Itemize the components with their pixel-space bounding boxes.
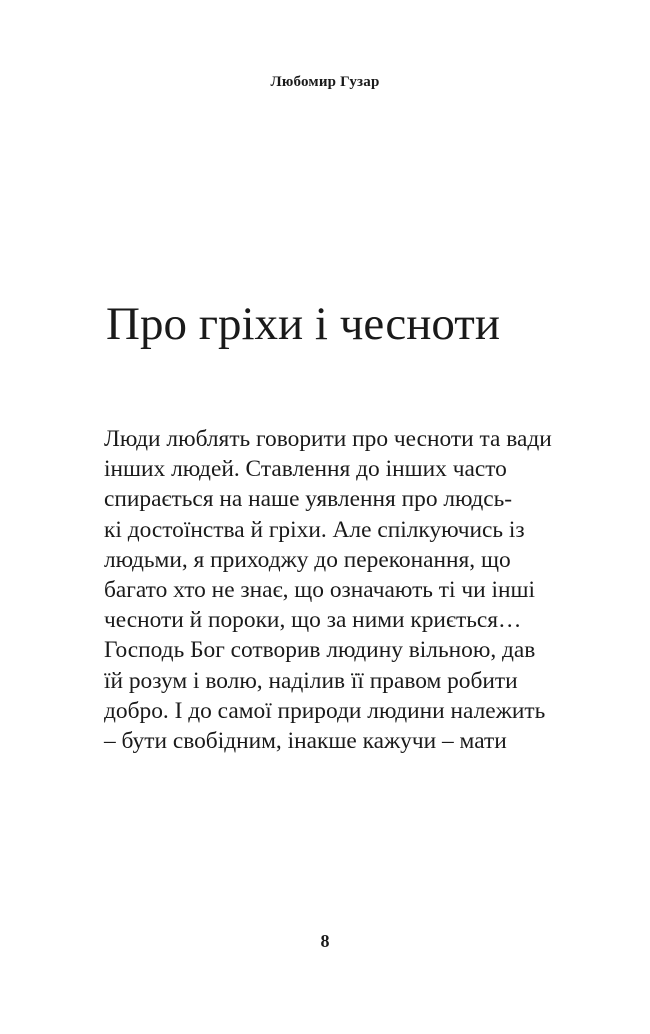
body-line: їй розум і волю, наділив її правом робити — [104, 667, 518, 694]
body-line: Люди люблять говорити про чесноти та вади — [104, 426, 552, 452]
running-head-author: Любомир Гузар — [270, 74, 380, 90]
chapter-title: Про гріхи і чесноти — [106, 298, 500, 350]
body-line: Господь Бог сотворив людину вільною, дав — [104, 637, 536, 664]
body-text — [104, 424, 604, 756]
page-number: 8 — [320, 931, 330, 951]
body-line: кі достоїнства й гріхи. Але спілкуючись із — [104, 516, 525, 543]
body-line: добро. І до самої природи людини належить — [104, 697, 546, 724]
body-line: інших людей. Ставлення до інших часто — [104, 456, 507, 483]
body-line: чесноти й пороки, що за ними криється… — [104, 607, 522, 634]
body-line: багато хто не знає, що означають ті чи інші — [104, 577, 536, 604]
body-line: спирається на наше уявлення про людсь- — [104, 486, 513, 513]
body-line: – бути свобідним, інакше кажучи – мати — [104, 728, 507, 755]
body-line: людьми, я приходжу до переконання, що — [104, 546, 511, 573]
